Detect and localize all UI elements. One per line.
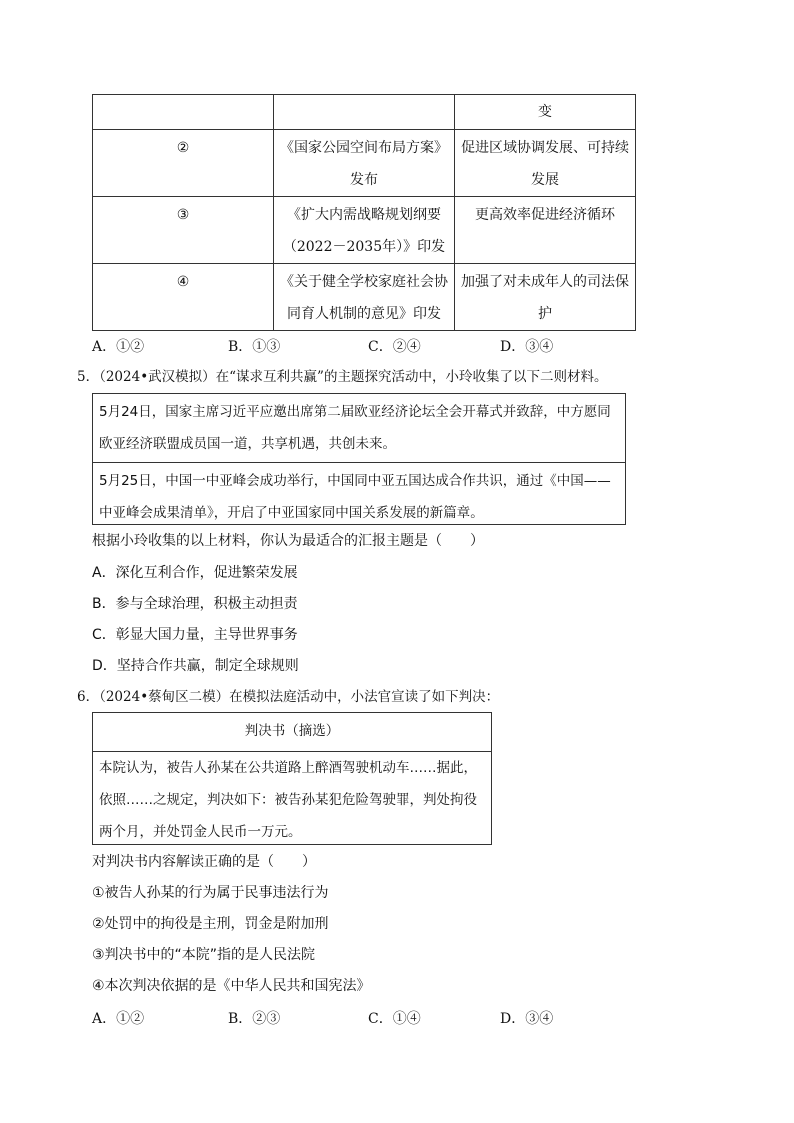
q5-option-c[interactable]: C．彰显大国力量，主导世界事务 (92, 627, 298, 643)
table-cell-num (93, 95, 274, 130)
table-cell-event: 《国家公园空间布局方案》发布 (274, 130, 455, 197)
q5-stem: 5．（2024•武汉模拟）在“谋求互利共赢”的主题探究活动中，小玲收集了以下二则材料。 (77, 369, 608, 385)
q6-question: 对判决书内容解读正确的是（ ） (92, 854, 316, 870)
table-row (93, 264, 636, 331)
q4-option-a[interactable]: A．①② (92, 339, 145, 355)
table-cell-event (274, 95, 455, 130)
table-cell-event: 《扩大内需战略规划纲要（2022－2035年）》印发 (274, 197, 455, 264)
q4-option-c[interactable]: C．②④ (368, 339, 421, 355)
q6-option-d[interactable]: D．③④ (500, 1011, 554, 1027)
q5-option-b[interactable]: B．参与全球治理，积极主动担责 (92, 596, 298, 612)
table-cell-num: ② (93, 130, 274, 197)
q6-item-4: ④本次判决依据的是《中华人民共和国宪法》 (92, 978, 371, 994)
q4-option-d[interactable]: D．③④ (500, 339, 554, 355)
q5-option-d[interactable]: D．坚持合作共赢，制定全球规则 (92, 658, 299, 674)
q6-option-b[interactable]: B．②③ (228, 1011, 281, 1027)
table-cell-meaning: 加强了对未成年人的司法保护 (455, 264, 636, 331)
q6-stem: 6．（2024•蔡甸区二模）在模拟法庭活动中，小法官宣读了如下判决： (77, 689, 500, 705)
q6-box-title: 判决书（摘选） (93, 713, 491, 752)
table-cell-meaning: 变 (455, 95, 636, 130)
table-row (93, 197, 636, 264)
table-cell-event: 《关于健全学校家庭社会协同育人机制的意见》印发 (274, 264, 455, 331)
table-row (93, 95, 636, 130)
table-cell-meaning: 促进区域协调发展、可持续发展 (455, 130, 636, 197)
q6-judgment-box (92, 712, 492, 845)
q5-material-1: 5月24日，国家主席习近平应邀出席第二届欧亚经济论坛全会开幕式并致辞，中方愿同欧亚经济联盟成员国一道，共享机遇，共创未来。 (93, 394, 625, 463)
events-table (92, 94, 636, 331)
q6-box-text: 本院认为，被告人孙某在公共道路上醉酒驾驶机动车……据此，依照……之规定，判决如下：被告孙某犯危险驾驶罪，判处拘役两个月，并处罚金人民币一万元。 (99, 760, 477, 840)
q6-item-2: ②处罚中的拘役是主刑，罚金是附加刑 (92, 916, 329, 932)
q6-item-1: ①被告人孙某的行为属于民事违法行为 (92, 885, 329, 901)
table-cell-num: ④ (93, 264, 274, 331)
table-row (93, 130, 636, 197)
table-cell-meaning: 更高效率促进经济循环 (455, 197, 636, 264)
q5-material-2: 5月25日，中国一中亚峰会成功举行，中国同中亚五国达成合作共识，通过《中国——中亚峰会成果清单》，开启了中亚国家同中国关系发展的新篇章。 (99, 473, 611, 521)
q4-option-b[interactable]: B．①③ (228, 339, 281, 355)
q5-option-a[interactable]: A．深化互利合作，促进繁荣发展 (92, 565, 298, 581)
q5-material-box (92, 393, 626, 525)
q6-option-a[interactable]: A．①② (92, 1011, 145, 1027)
q6-item-3: ③判决书中的“本院”指的是人民法院 (92, 947, 316, 963)
q5-question: 根据小玲收集的以上材料，你认为最适合的汇报主题是（ ） (92, 533, 484, 549)
q6-option-c[interactable]: C．①④ (368, 1011, 421, 1027)
table-cell-num: ③ (93, 197, 274, 264)
